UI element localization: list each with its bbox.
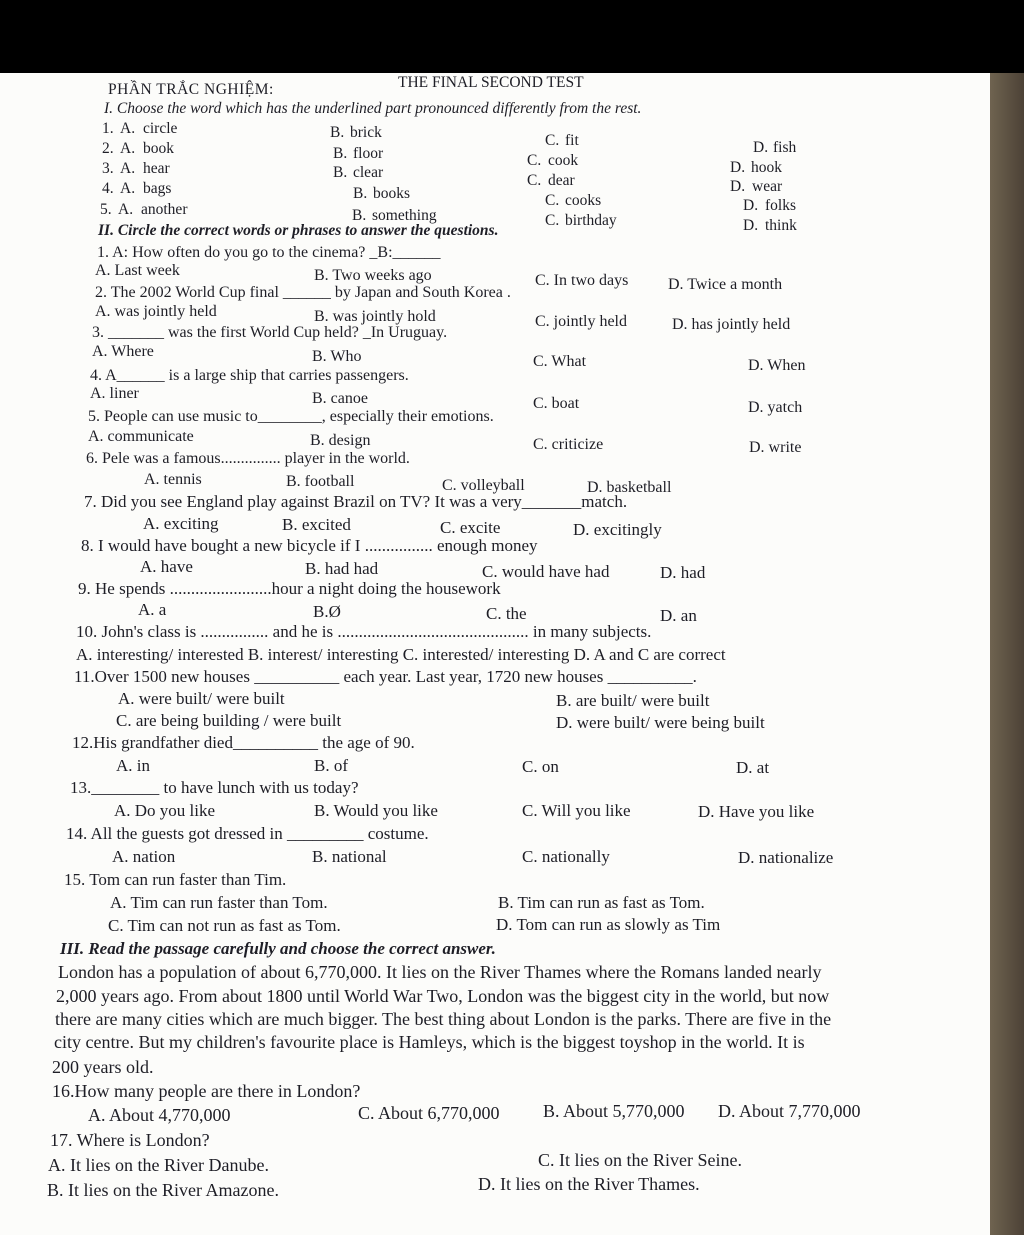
option: B. design (310, 432, 371, 449)
passage-line: there are many cities which are much bigger. The best thing about London is the parks. There are five in the (55, 1009, 832, 1029)
option-word: bags (143, 180, 172, 197)
question-stem: 3. _______ was the first World Cup held? _In Uruguay. (92, 324, 448, 341)
option: D. an (660, 606, 697, 625)
option: B. was jointly hold (314, 308, 436, 325)
option: C. excite (440, 518, 501, 537)
option-word: cook (548, 152, 579, 169)
option-word: wear (752, 178, 783, 195)
option-letter: A. (120, 120, 136, 137)
passage-line: 2,000 years ago. From about 1800 until World War Two, London was the biggest city in the world, but now (56, 986, 830, 1006)
option-word: fit (565, 132, 579, 149)
option: C. are being building / were built (116, 711, 342, 730)
question-number: 3. (102, 160, 114, 177)
option-word: clear (353, 164, 384, 181)
option-letter: C. (545, 132, 560, 149)
option-word: birthday (565, 212, 617, 229)
table-edge-background (990, 73, 1024, 1235)
question-stem: 15. Tom can run faster than Tim. (64, 870, 287, 889)
option: C. Will you like (522, 801, 631, 820)
option-word: book (143, 140, 174, 157)
option: D. It lies on the River Thames. (478, 1174, 700, 1194)
option: A. tennis (144, 471, 202, 488)
options-line: A. interesting/ interested B. interest/ interesting C. interested/ interesting D. A and C are correct (76, 645, 726, 664)
option: D. write (749, 439, 802, 456)
option-letter: C. (545, 192, 560, 209)
question-stem: 11.Over 1500 new houses __________ each year. Last year, 1720 new houses __________. (74, 667, 697, 686)
option: D. Have you like (698, 802, 815, 821)
passage-line: London has a population of about 6,770,000. It lies on the River Thames where the Romans landed nearly (58, 962, 822, 982)
option: A. Do you like (114, 801, 216, 820)
option: A. About 4,770,000 (88, 1105, 231, 1125)
question-stem: 6. Pele was a famous............... player in the world. (86, 450, 410, 467)
option: A. exciting (143, 514, 219, 533)
option-word: brick (350, 124, 382, 141)
question-stem: 14. All the guests got dressed in _________ costume. (66, 824, 429, 843)
option: B. football (286, 473, 355, 490)
option-letter: A. (118, 201, 134, 218)
option: C. What (533, 353, 587, 370)
question-stem: 10. John's class is ................ and he is ............................................. in many subjects. (76, 622, 652, 641)
option-word: books (373, 185, 411, 202)
option-letter: B. (330, 124, 345, 141)
option: C. nationally (522, 847, 610, 866)
option: C. In two days (535, 272, 629, 289)
option-letter: B. (333, 145, 348, 162)
option: A. have (140, 557, 193, 576)
option: A. were built/ were built (118, 689, 285, 708)
option: B. Who (312, 348, 362, 365)
option: C. on (522, 757, 559, 776)
question-stem: 5. People can use music to________, especially their emotions. (88, 408, 494, 425)
option-word: fish (773, 139, 797, 156)
option-letter: B. (333, 164, 348, 181)
option-word: think (765, 217, 797, 234)
option: A. in (116, 756, 150, 775)
option-word: floor (353, 145, 384, 162)
option: D. When (748, 357, 806, 374)
option: A. communicate (88, 428, 194, 445)
option: C. Tim can not run as fast as Tom. (108, 916, 341, 935)
section-title: PHẦN TRẮC NGHIỆM: (108, 81, 274, 98)
question-stem: 8. I would have bought a new bicycle if I ................ enough money (81, 536, 538, 555)
option: C. It lies on the River Seine. (538, 1150, 742, 1170)
option: A. Where (92, 343, 154, 360)
part3-heading: III. Read the passage carefully and choose the correct answer. (60, 939, 496, 958)
option: C. criticize (533, 436, 604, 453)
option: C. jointly held (535, 313, 627, 330)
option: A. Tim can run faster than Tom. (110, 893, 328, 912)
option-word: dear (548, 172, 575, 189)
option: A. a (138, 600, 167, 619)
option-letter: C. (545, 212, 560, 229)
option: C. About 6,770,000 (358, 1103, 500, 1123)
question-stem: 16.How many people are there in London? (52, 1081, 361, 1101)
test-title: THE FINAL SECOND TEST (398, 74, 584, 91)
option-letter: A. (120, 160, 136, 177)
option: C. would have had (482, 562, 610, 581)
option-word: something (372, 207, 437, 224)
option: D. nationalize (738, 848, 834, 867)
option: B. national (312, 847, 387, 866)
option: B. Two weeks ago (314, 267, 432, 284)
option: B. About 5,770,000 (543, 1101, 685, 1121)
option: B. Tim can run as fast as Tom. (498, 893, 705, 912)
option: C. boat (533, 395, 580, 412)
question-stem: 17. Where is London? (50, 1130, 210, 1150)
question-stem: 1. A: How often do you go to the cinema? _B:______ (97, 244, 441, 261)
option-word: folks (765, 197, 796, 214)
option-word: cooks (565, 192, 602, 209)
question-number: 2. (102, 140, 114, 157)
option-letter: D. (743, 217, 759, 234)
passage-line: 200 years old. (52, 1057, 154, 1077)
option: D. were built/ were being built (556, 713, 765, 732)
option: D. at (736, 758, 770, 777)
option-letter: A. (120, 140, 136, 157)
option: D. had (660, 563, 706, 582)
part2-heading: II. Circle the correct words or phrases to answer the questions. (98, 222, 499, 239)
question-stem: 2. The 2002 World Cup final ______ by Japan and South Korea . (95, 284, 511, 301)
question-stem: 13.________ to have lunch with us today? (70, 778, 359, 797)
option: D. basketball (587, 479, 672, 496)
option: D. excitingly (573, 520, 662, 539)
question-stem: 12.His grandfather died__________ the age of 90. (72, 733, 415, 752)
option: C. volleyball (442, 477, 525, 494)
question-number: 4. (102, 180, 114, 197)
question-stem: 7. Did you see England play against Brazil on TV? It was a very_______match. (84, 492, 628, 511)
option: A. liner (90, 385, 139, 402)
option-letter: B. (352, 207, 367, 224)
option-letter: D. (730, 159, 746, 176)
option: D. Tom can run as slowly as Tim (496, 915, 721, 934)
option-letter: C. (527, 172, 542, 189)
option-word: circle (143, 120, 178, 137)
option: C. the (486, 604, 527, 623)
option: D. yatch (748, 399, 803, 416)
option: B. canoe (312, 390, 368, 407)
option: B. Would you like (314, 801, 438, 820)
part1-heading: I. Choose the word which has the underlined part pronounced differently from the rest. (104, 100, 642, 117)
option: B. of (314, 756, 348, 775)
option-word: hook (751, 159, 782, 176)
option: B. It lies on the River Amazone. (47, 1180, 279, 1200)
option: B.Ø (313, 602, 341, 621)
option-letter: A. (120, 180, 136, 197)
option-word: another (141, 201, 188, 218)
option: A. Last week (95, 262, 180, 279)
option: A. It lies on the River Danube. (48, 1155, 269, 1175)
question-stem: 9. He spends ........................hour a night doing the housework (78, 579, 501, 598)
option: B. had had (305, 559, 379, 578)
question-number: 1. (102, 120, 114, 137)
option-letter: B. (353, 185, 368, 202)
option: D. has jointly held (672, 316, 791, 333)
option-letter: D. (730, 178, 746, 195)
question-number: 5. (100, 201, 112, 218)
option-letter: C. (527, 152, 542, 169)
option: B. excited (282, 515, 351, 534)
passage-line: city centre. But my children's favourite place is Hamleys, which is the biggest toyshop in the world. It is (54, 1032, 805, 1052)
option-letter: D. (753, 139, 769, 156)
option: D. Twice a month (668, 276, 783, 293)
question-stem: 4. A______ is a large ship that carries passengers. (90, 367, 409, 384)
option: B. are built/ were built (556, 691, 710, 710)
option-letter: D. (743, 197, 759, 214)
option: D. About 7,770,000 (718, 1101, 861, 1121)
option: A. nation (112, 847, 176, 866)
option-word: hear (143, 160, 170, 177)
option: A. was jointly held (95, 303, 217, 320)
top-dark-border (0, 0, 1024, 73)
